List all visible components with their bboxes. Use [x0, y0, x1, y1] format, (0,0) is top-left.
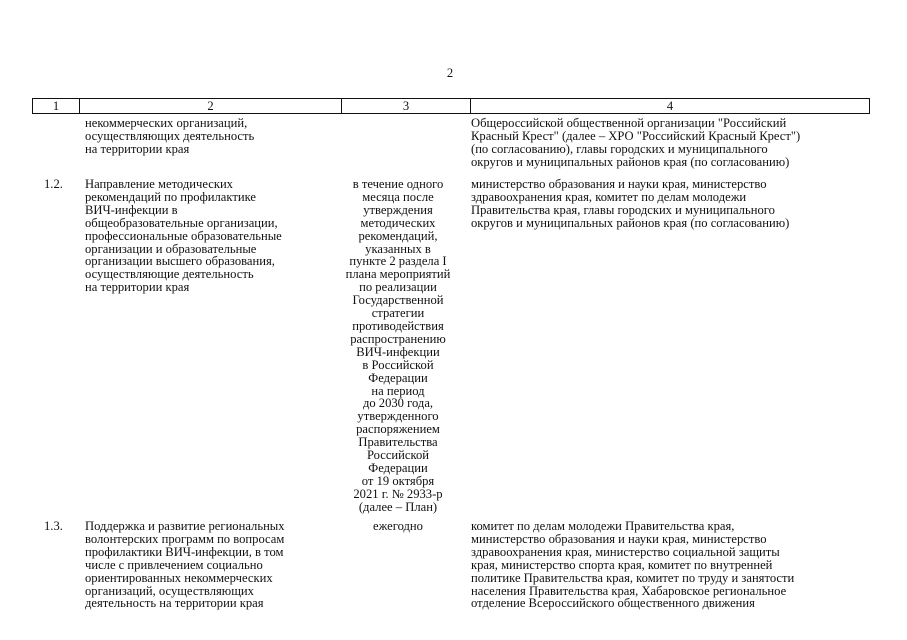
text-line: Красный Крест" (далее – ХРО "Российский Красный Крест"): [471, 128, 801, 143]
text-line: Правительства края, главы городских и муниципального: [471, 202, 775, 217]
text-line: ВИЧ-инфекции: [356, 344, 440, 359]
text-line: организации и образовательные: [85, 241, 257, 256]
text-line: волонтерских программ по вопросам: [85, 531, 285, 546]
text-line: на территории края: [85, 280, 190, 295]
table-header-row: [32, 98, 870, 114]
text-line: округов и муниципальных районов края (по согласованию): [471, 215, 790, 230]
text-line: отделение Всероссийского общественного движения: [471, 596, 755, 611]
text-line: методических: [360, 215, 436, 230]
text-line: министерство образования и науки края, министерство: [471, 177, 767, 191]
text-line: Федерации: [368, 460, 428, 475]
row-0-measure: [85, 117, 325, 156]
text-line: на период: [371, 383, 425, 398]
text-line: (далее – План): [358, 499, 438, 514]
text-line: пункте 2 раздела I: [349, 254, 447, 269]
text-line: министерство образования и науки края, министерство: [471, 531, 767, 546]
row-0-executors: [471, 117, 871, 169]
text-line: Общероссийской общественной организации "Российский: [471, 116, 787, 130]
page-number: 2: [446, 66, 454, 80]
text-line: здравоохранения края, комитет по делам молодежи: [471, 189, 747, 204]
row-1-number: [44, 178, 74, 191]
text-line: некоммерческих организаций,: [85, 116, 248, 130]
text-line: распространению: [350, 331, 446, 346]
header-col-2: 2: [207, 99, 214, 113]
text-line: ВИЧ-инфекции в: [85, 202, 178, 217]
text-line: в течение одного: [352, 177, 444, 191]
text-line: в Российской: [362, 357, 434, 372]
header-col-4: 4: [666, 99, 674, 113]
text-line: на территории края: [85, 141, 190, 156]
row-1-executors: [471, 178, 871, 230]
text-line: ежегодно: [373, 519, 423, 533]
text-line: организации высшего образования,: [85, 254, 275, 269]
text-line: по реализации: [359, 280, 437, 295]
text-line: края, министерство спорта края, комитет по внутренней: [471, 557, 773, 572]
text-line: организаций, осуществляющих: [85, 583, 254, 598]
text-line: осуществляющие деятельность: [85, 267, 254, 282]
text-line: рекомендаций по профилактике: [85, 189, 256, 204]
text-line: утверждения: [363, 202, 433, 217]
text-line: 1.2.: [44, 177, 63, 191]
row-2-number: [44, 520, 74, 533]
text-line: стратегии: [371, 306, 425, 321]
row-2-measure: [85, 520, 325, 610]
text-line: здравоохранения края, министерство социальной защиты: [471, 544, 780, 559]
text-line: указанных в: [365, 241, 431, 256]
text-line: общеобразовательные организации,: [85, 215, 278, 230]
text-line: Российской: [366, 448, 430, 463]
text-line: Федерации: [368, 370, 428, 385]
header-col-1: 1: [52, 99, 60, 113]
text-line: осуществляющих деятельность: [85, 128, 255, 143]
text-line: распоряжением: [356, 422, 440, 437]
text-line: округов и муниципальных районов края (по согласованию): [471, 154, 790, 169]
row-2-deadline: [336, 520, 460, 533]
text-line: противодействия: [352, 318, 444, 333]
text-line: Поддержка и развитие региональных: [85, 519, 285, 533]
text-line: рекомендаций,: [358, 228, 438, 243]
text-line: Правительства: [358, 435, 438, 450]
text-line: Направление методических: [85, 177, 233, 191]
text-line: деятельность на территории края: [85, 596, 264, 611]
text-line: от 19 октября: [361, 473, 435, 488]
row-1-measure: [85, 178, 325, 294]
text-line: ориентированных некоммерческих: [85, 570, 273, 585]
text-line: до 2030 года,: [362, 396, 434, 411]
text-line: политике Правительства края, комитет по труду и занятости: [471, 570, 795, 585]
text-line: Государственной: [352, 293, 444, 308]
header-col-3: 3: [402, 99, 410, 113]
text-line: профессиональные образовательные: [85, 228, 282, 243]
text-line: месяца после: [362, 189, 434, 204]
text-line: числе с привлечением социально: [85, 557, 263, 572]
row-1-deadline: [336, 178, 460, 514]
text-line: населения Правительства края, Хабаровское региональное: [471, 583, 787, 598]
text-line: плана мероприятий: [345, 267, 451, 282]
text-line: 1.3.: [44, 519, 63, 533]
text-line: (по согласованию), главы городских и муниципального: [471, 141, 768, 156]
text-line: комитет по делам молодежи Правительства края,: [471, 519, 735, 533]
text-line: утвержденного: [357, 409, 439, 424]
row-2-executors: [471, 520, 871, 610]
text-line: 2021 г. № 2933-р: [353, 486, 443, 501]
text-line: профилактики ВИЧ-инфекции, в том: [85, 544, 284, 559]
